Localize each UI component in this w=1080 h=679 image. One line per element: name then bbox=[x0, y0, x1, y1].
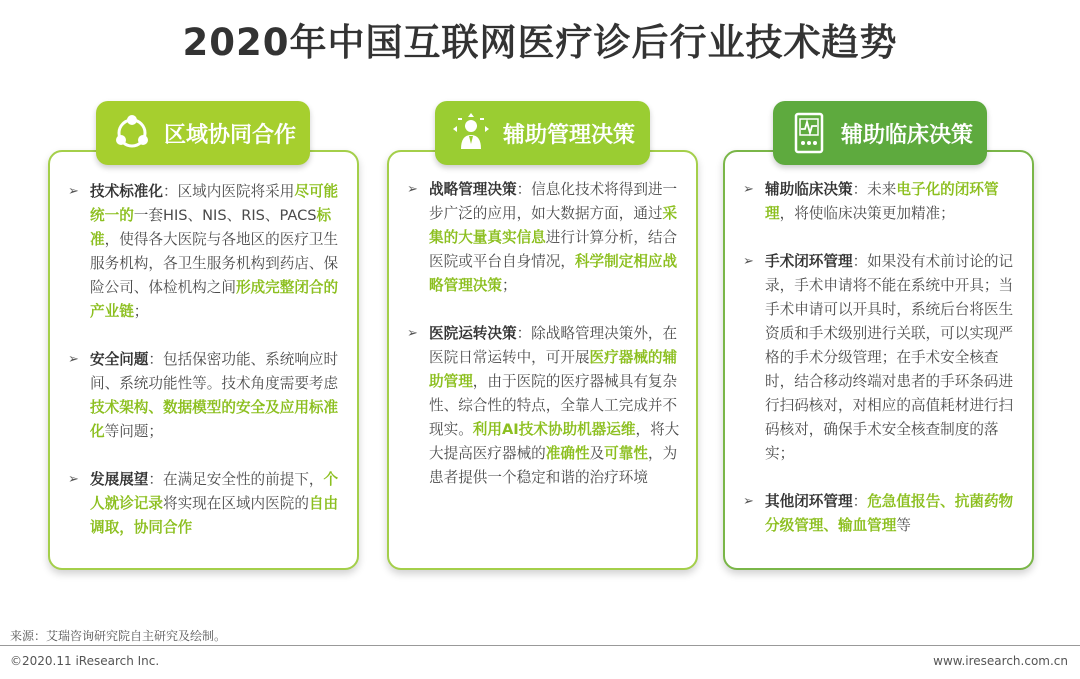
item-text: ，为患者提供一个稳定和谐的治疗环境 bbox=[429, 445, 678, 486]
arrow-bullet-icon: ➢ bbox=[743, 182, 754, 197]
card-heading: 辅助管理决策 bbox=[503, 122, 636, 148]
arrow-bullet-icon: ➢ bbox=[407, 326, 418, 341]
item-text: 等 bbox=[896, 517, 911, 534]
highlight-text: 标准 bbox=[90, 207, 332, 248]
highlight-text: 采集的大量真实信息 bbox=[429, 205, 678, 246]
card-header-regional-collaboration bbox=[96, 101, 310, 165]
source-note: 来源：艾瑞咨询研究院自主研究及绘制。 bbox=[10, 629, 227, 643]
highlight-text: 准确性 bbox=[545, 445, 590, 462]
item-text: 等问题； bbox=[104, 423, 163, 440]
item-text: 及 bbox=[589, 445, 605, 462]
item-list bbox=[407, 178, 682, 490]
item-term: 医院运转决策 bbox=[429, 325, 517, 342]
card-header-clinical-decision bbox=[773, 101, 987, 165]
item-text: ，将大大提高医疗器械的 bbox=[429, 421, 680, 462]
item-text: ：包括保密功能、系统响应时间、系统功能性等。技术角度需要考虑 bbox=[90, 351, 339, 392]
highlight-text: 形成完整闭合的产业链 bbox=[90, 279, 339, 320]
bullet-item bbox=[68, 348, 343, 444]
item-text: ：在满足安全性的前提下， bbox=[148, 471, 324, 488]
item-term: 发展展望 bbox=[90, 471, 149, 488]
bullet-item bbox=[407, 178, 682, 298]
item-list bbox=[743, 178, 1018, 538]
card-clinical-decision bbox=[723, 150, 1034, 570]
item-text: ，由于医院的医疗器械具有复杂性、综合性的特点，全靠人工完成并不现实。 bbox=[429, 373, 678, 438]
card-heading: 区域协同合作 bbox=[164, 122, 297, 148]
arrow-bullet-icon: ➢ bbox=[743, 494, 754, 509]
card-heading: 辅助临床决策 bbox=[841, 122, 974, 148]
item-term: 其他闭环管理 bbox=[765, 493, 853, 510]
arrow-bullet-icon: ➢ bbox=[68, 472, 79, 487]
highlight-text: 可靠性 bbox=[604, 445, 648, 462]
highlight-text: 电子化的闭环管理 bbox=[765, 181, 999, 222]
item-text: ：信息化技术将得到进一步广泛的应用，如大数据方面，通过 bbox=[429, 181, 678, 222]
page-title: 2020年中国互联网医疗诊后行业技术趋势 bbox=[182, 21, 898, 64]
website-link[interactable]: www.iresearch.com.cn bbox=[933, 654, 1068, 668]
item-list bbox=[68, 180, 343, 540]
item-text: ：除战略管理决策外，在医院日常运转中，可开展 bbox=[429, 325, 678, 366]
arrow-bullet-icon: ➢ bbox=[68, 184, 79, 199]
arrow-bullet-icon: ➢ bbox=[68, 352, 79, 367]
item-text: ； bbox=[501, 277, 517, 294]
card-management-decision bbox=[387, 150, 698, 570]
highlight-text: 技术架构、数据模型的安全及应用标准化 bbox=[90, 399, 339, 440]
item-text: ：区域内医院将采用 bbox=[162, 183, 295, 200]
item-text: ：如果没有术前讨论的记录，手术申请将不能在系统中开具；当手术申请可以开具时，系统后台将医生资质和手术级别进行关联，可以实现严格的手术分级管理；在手术安全核查时，结合移动终端对患者的手环条码进行扫码核对，对相应的高值耗材进行扫码核对，确保手术安全核查制度的落实； bbox=[765, 253, 1014, 462]
card-regional-collaboration bbox=[48, 150, 359, 570]
item-text: ，使得各大医院与各地区的医疗卫生服务机构，各卫生服务机构到药店、保险公司、体检机构之间 bbox=[90, 231, 339, 296]
highlight-text: 利用AI技术协助机器运维 bbox=[472, 421, 636, 438]
item-term: 战略管理决策 bbox=[429, 181, 517, 198]
highlight-text: 自由调取，协同合作 bbox=[90, 495, 339, 536]
bullet-item bbox=[68, 180, 343, 324]
footer-divider bbox=[0, 645, 1080, 646]
item-text: ： bbox=[852, 493, 868, 510]
item-text: 进行计算分析，结合医院或平台自身情况， bbox=[429, 229, 678, 270]
item-text: ：未来 bbox=[852, 181, 897, 198]
item-text: ； bbox=[133, 303, 149, 320]
bullet-item bbox=[743, 178, 1018, 226]
arrow-bullet-icon: ➢ bbox=[407, 182, 418, 197]
manager-decision-icon bbox=[449, 111, 493, 155]
highlight-text: 尽可能统一的 bbox=[90, 183, 339, 224]
item-text: 一套HIS、NIS、RIS、PACS bbox=[133, 207, 317, 224]
item-term: 辅助临床决策 bbox=[765, 181, 853, 198]
bullet-item bbox=[743, 250, 1018, 466]
medical-monitor-icon bbox=[787, 111, 831, 155]
bullet-item bbox=[68, 468, 343, 540]
item-term: 技术标准化 bbox=[90, 183, 163, 200]
highlight-text: 个人就诊记录 bbox=[90, 471, 339, 512]
card-header-management-decision bbox=[435, 101, 650, 165]
item-text: 将实现在区域内医院的 bbox=[162, 495, 309, 512]
bullet-item bbox=[407, 322, 682, 490]
item-text: ，将使临床决策更加精准； bbox=[779, 205, 955, 222]
item-term: 安全问题 bbox=[90, 351, 149, 368]
highlight-text: 医疗器械的辅助管理 bbox=[429, 349, 678, 390]
arrow-bullet-icon: ➢ bbox=[743, 254, 754, 269]
bullet-item bbox=[743, 490, 1018, 538]
highlight-text: 科学制定相应战略管理决策 bbox=[429, 253, 678, 294]
highlight-text: 危急值报告、抗菌药物分级管理、输血管理 bbox=[765, 493, 1014, 534]
copyright: ©2020.11 iResearch Inc. bbox=[10, 654, 160, 668]
item-term: 手术闭环管理 bbox=[765, 253, 853, 270]
network-nodes-icon bbox=[110, 111, 154, 155]
